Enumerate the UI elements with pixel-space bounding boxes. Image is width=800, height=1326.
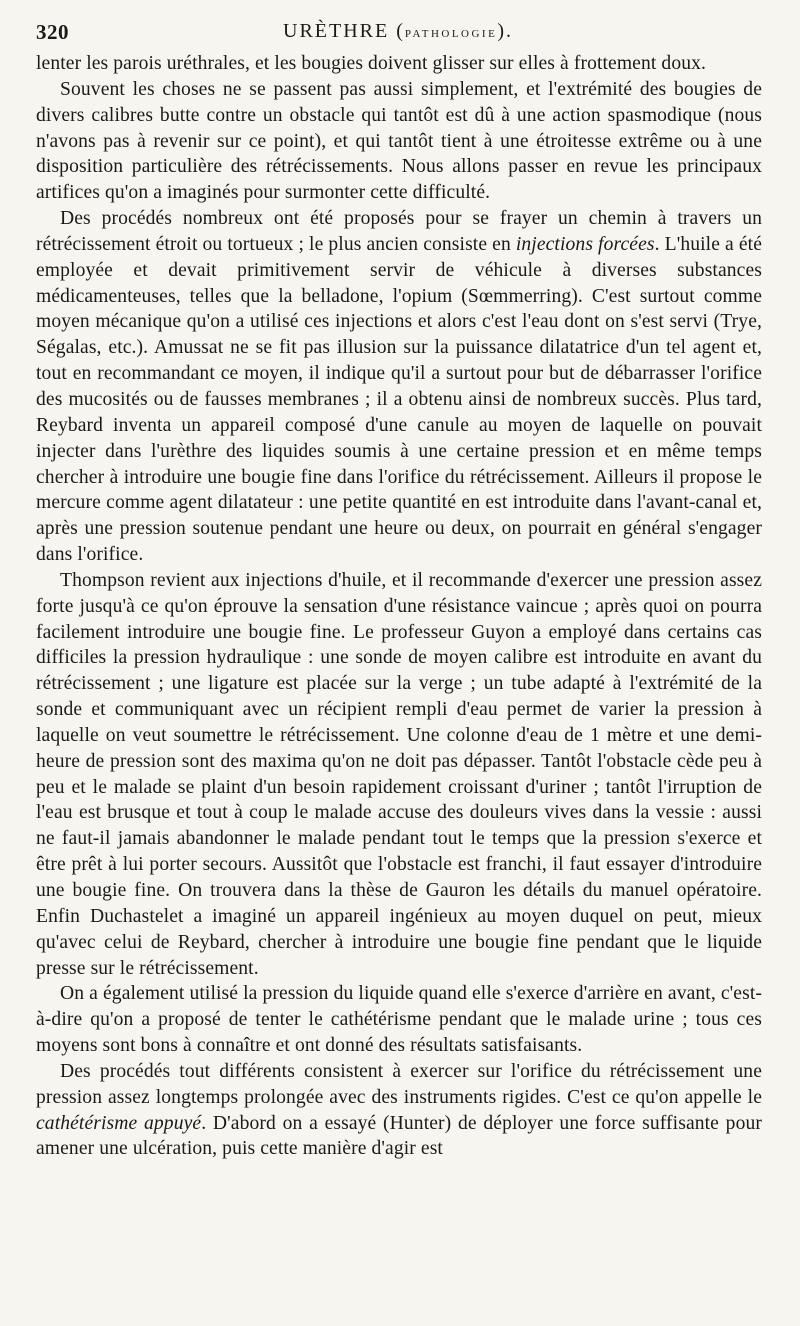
paragraph-text: Des procédés nombreux ont été proposés pour se frayer un chemin à travers un rétrécissement étroit ou tortueux ; le plus ancien consiste en [36, 208, 762, 255]
paragraph-text: On a également utilisé la pression du liquide quand elle s'exerce d'arrière en avant, c'est-à-dire qu'on a proposé de tenter le cathétérisme pendant que le malade urine ; tous ces moyens sont bons à connaître et ont donné des résultats satisfaisants. [36, 983, 762, 1057]
paragraph-text: Des procédés tout différents consistent à exercer sur l'orifice du rétrécissement une pression assez longtemps prolongée avec des instruments rigides. C'est ce qu'on appelle le [36, 1060, 762, 1108]
body-text [36, 51, 762, 1162]
paragraph [36, 1059, 762, 1162]
paragraph [36, 206, 762, 568]
running-title [36, 20, 760, 43]
paragraph-text: Souvent les choses ne se passent pas aussi simplement, et l'extrémité des bougies de divers calibres butte contre un obstacle qui tantôt est dû à une action spasmodique (nous n'avons pas à revenir sur ce point), et qui tantôt tient à une étroitesse extrême ou à une disposition particulière des rétrécissements. Nous allons passer en revue les principaux artifices qu'on a imaginés pour surmonter cette difficulté. [36, 78, 762, 204]
paragraph [36, 981, 762, 1059]
paragraph-text: . D'abord on a essayé (Hunter) de déployer une force suffisante pour amener une ulcération, puis cette manière d'agir est [36, 1112, 762, 1160]
paragraph-text: lenter les parois uréthrales, et les bougies doivent glisser sur elles à frottement doux. [36, 53, 707, 74]
running-title-close: ). [497, 20, 513, 42]
paragraph [36, 77, 762, 206]
running-title-sub: pathologie [404, 25, 498, 41]
running-title-main: URÈTHRE [283, 20, 390, 42]
paragraph-text: Thompson revient aux injections d'huile, et il recommande d'exercer une pression assez forte jusqu'à ce qu'on éprouve la sensation d'une résistance vaincue ; après quoi on pourra facilement introduire une bougie fine. Le professeur Guyon a employé dans certains cas difficiles la pression hydraulique : une sonde de moyen calibre est introduite en avant du rétrécissement ; une ligature est placée sur la verge ; un tube adapté à l'extrémité de la sonde et communiquant avec un récipient rempli d'eau permet de varier la pression à laquelle on veut soumettre le rétrécissement. Une colonne d'eau de 1 mètre et une demi-heure de pression sont des maxima qu'on ne doit pas dépasser. Tantôt l'obstacle cède peu à peu et le malade se plaint d'un besoin rapidement croissant d'uriner ; tantôt l'irruption de l'eau est brusque et tout à coup le malade accuse des douleurs vives dans la vessie : aussi ne faut-il jamais abandonner le malade pendant tout le temps que la pression s'exerce et être prêt à lui porter secours. Aussitôt que l'obstacle est franchi, il faut essayer d'introduire une bougie fine. On trouvera dans la thèse de Gauron les détails du manuel opératoire. Enfin Duchastelet a imaginé un appareil ingénieux au moyen duquel on peut, mieux qu'avec celui de Reybard, chercher à introduire une bougie fine pendant que le liquide presse sur le rétrécissement. [36, 569, 762, 979]
running-header [36, 18, 760, 48]
italic-term: injections forcées [515, 233, 655, 255]
running-title-open: ( [389, 20, 405, 42]
paragraph-text: . L'huile a été employée et devait primitivement servir de véhicule à diverses substances médicamenteuses, telles que la belladone, l'opium (Sœmmerring). C'est surtout comme moyen mécanique qu'on a utilisé ces injections et alors c'est l'eau dont on s'est servi (Trye, Ségalas, etc.). Amussat ne se fit pas illusion sur la puissance dilatatrice d'un tel agent et, tout en recommandant ce moyen, il indique qu'il a surtout pour but de débarrasser l'orifice des mucosités ou de fausses membranes ; il a obtenu ainsi de nombreux succès. Plus tard, Reybard inventa un appareil composé d'une canule au moyen de laquelle on pouvait injecter dans l'urèthre des liquides soumis à une certaine pression et en même temps chercher à introduire une bougie fine dans l'orifice du rétrécissement. Ailleurs il propose le mercure comme agent dilatateur : une petite quantité en est introduite dans l'avant-canal et, après une pression soutenue pendant une heure ou deux, on pourrait en général s'engager dans l'orifice. [36, 233, 762, 566]
italic-term: cathétérisme appuyé [36, 1112, 202, 1134]
page-number: 320 [36, 20, 69, 44]
paragraph [36, 51, 762, 77]
paragraph [36, 568, 762, 982]
